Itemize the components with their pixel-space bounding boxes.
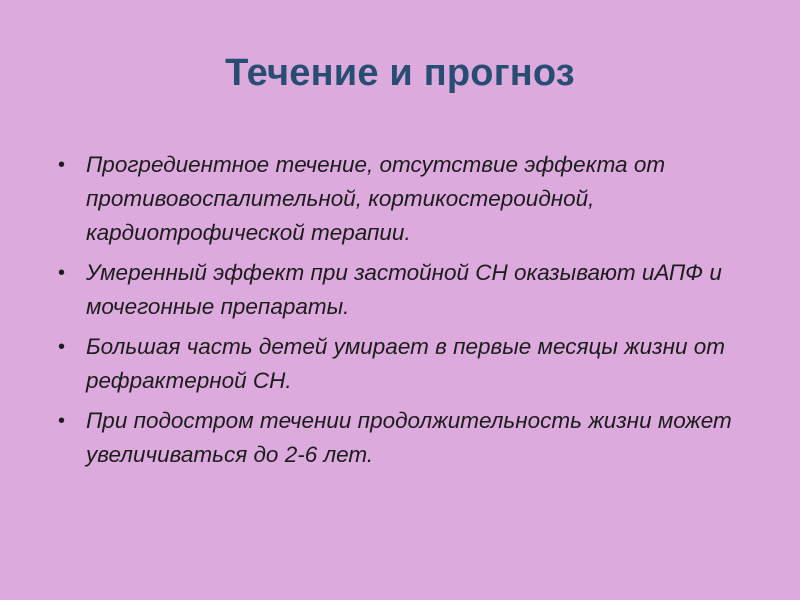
bullet-item xyxy=(58,330,758,398)
bullet-text: Прогредиентное течение, отсутствие эффекта от противовоспалительной, кортикостероидной, кардиотрофической терапии. xyxy=(86,152,666,245)
bullet-text: Умеренный эффект при застойной СН оказывают иАПФ и мочегонные препараты. xyxy=(86,260,722,319)
slide-title: Течение и прогноз xyxy=(225,52,575,94)
bullet-text: При подостром течении продолжительность жизни может увеличиваться до 2-6 лет. xyxy=(86,408,732,467)
bullet-text: Большая часть детей умирает в первые месяцы жизни от рефрактерной СН. xyxy=(86,334,726,393)
bullet-item xyxy=(58,256,758,324)
bullet-dot-icon: • xyxy=(58,336,66,358)
bullet-list xyxy=(58,148,758,478)
bullet-dot-icon: • xyxy=(58,410,66,432)
bullet-dot-icon: • xyxy=(58,262,66,284)
bullet-dot-icon: • xyxy=(58,154,66,176)
bullet-item xyxy=(58,404,758,472)
bullet-item xyxy=(58,148,758,250)
